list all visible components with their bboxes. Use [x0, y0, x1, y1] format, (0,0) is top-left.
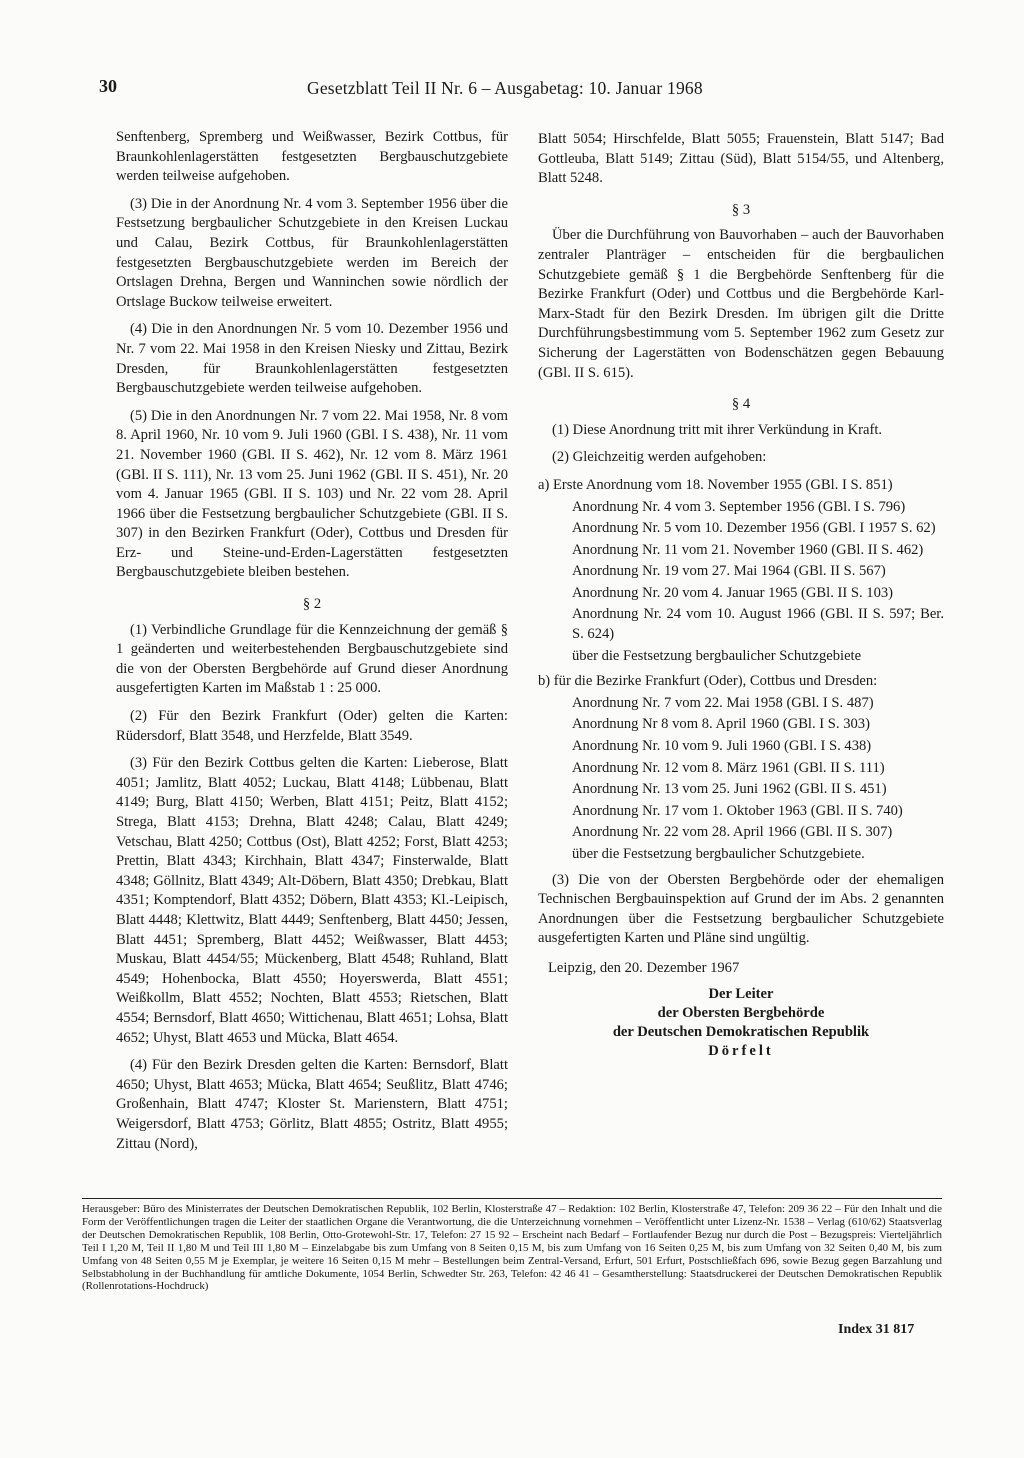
- signature-line: Der Leiter: [708, 985, 774, 1002]
- paragraph: (1) Verbindliche Grundlage für die Kennzeichnung der gemäß § 1 geänderten und weiterbestehenden Bergbauschutzgebiete sind die von der Obersten Bergbehörde auf Grund dieser Anordnung ausgefertigten Karten im Maßstab 1 : 25 000.: [116, 621, 508, 697]
- paragraph: (3) Die von der Obersten Bergbehörde oder der ehemaligen Technischen Bergbauinspektion auf Grund der im Abs. 2 genannten Anordnungen über die Festsetzung bergbaulicher Schutzgebiete ausgefertigten Karten und Pläne sind ungültig.: [538, 871, 944, 947]
- paragraph: (3) Für den Bezirk Cottbus gelten die Karten: Lieberose, Blatt 4051; Jamlitz, Blatt 4052; Luckau, Blatt 4148; Lübbenau, Blatt 4149; Burg, Blatt 4150; Werben, Blatt 4151; Peitz, Blatt 4152; Strega, Blatt 4153; Drehna, Blatt 4248; Calau, Blatt 4249; Vetschau, Blatt 4250; Cottbus (Ost), Blatt 4252; Forst, Blatt 4253; Prettin, Blatt 4343; Kirchhain, Blatt 4347; Finsterwalde, Blatt 4348; Göllnitz, Blatt 4349; Alt-Döbern, Blatt 4350; Drebkau, Blatt 4351; Komptendorf, Blatt 4352; Döbern, Blatt 4353; Kl.-Leipisch, Blatt 4448; Klettwitz, Blatt 4449; Senftenberg, Blatt 4450; Jessen, Blatt 4451; Spremberg, Blatt 4452; Weißwasser, Blatt 4453; Muskau, Blatt 4454/55; Mückenberg, Blatt 4548; Ruhland, Blatt 4549; Hohenbocka, Blatt 4550; Hoyerswerda, Blatt 4551; Weißkollm, Blatt 4552; Nochten, Blatt 4553; Rietschen, Blatt 4554; Bernsdorf, Blatt 4650; Wittichenau, Blatt 4651; Lohsa, Blatt 4652; Uhyst, Blatt 4653 und Mücka, Blatt 4654.: [116, 755, 508, 1046]
- running-title: Gesetzblatt Teil II Nr. 6 – Ausgabetag: 10. Januar 1968: [307, 78, 703, 98]
- signature-line: der Obersten Bergbehörde: [657, 1004, 825, 1021]
- page-number: 30: [99, 76, 117, 96]
- list-item: Anordnung Nr. 19 vom 27. Mai 1964 (GBl. II S. 567): [572, 563, 886, 580]
- list-item: Anordnung Nr. 12 vom 8. März 1961 (GBl. II S. 111): [572, 759, 885, 776]
- list-item: a) Erste Anordnung vom 18. November 1955 (GBl. I S. 851): [538, 476, 893, 493]
- paragraph: (3) Die in der Anordnung Nr. 4 vom 3. September 1956 über die Festsetzung bergbaulicher Schutzgebiete in den Kreisen Luckau und Calau, Bezirk Cottbus, für Braunkohlenlagerstätten festgesetzten Bergbauschutzgebiete werden im Bereich der Ortslagen Drehna, Bergen und Wanninchen sowie nördlich der Ortslage Buckow teilweise erweitert.: [116, 195, 508, 310]
- signatory-name: Dörfelt: [708, 1042, 774, 1059]
- paragraph: (2) Für den Bezirk Frankfurt (Oder) gelten die Karten: Rüdersdorf, Blatt 3548, und Herzfelde, Blatt 3549.: [116, 708, 508, 744]
- list-item: Anordnung Nr. 22 vom 28. April 1966 (GBl. II S. 307): [572, 824, 893, 841]
- list-item: Anordnung Nr. 24 vom 10. August 1966 (GBl. II S. 597; Ber. S. 624): [572, 606, 944, 643]
- paragraph: (2) Gleichzeitig werden aufgehoben:: [552, 449, 767, 466]
- list-item: Anordnung Nr. 7 vom 22. Mai 1958 (GBl. I S. 487): [572, 694, 874, 711]
- paragraph: Blatt 5054; Hirschfelde, Blatt 5055; Frauenstein, Blatt 5147; Bad Gottleuba, Blatt 5149; Zittau (Süd), Blatt 5154/55, und Altenberg, Blatt 5248.: [538, 131, 944, 187]
- list-tail: über die Festsetzung bergbaulicher Schutzgebiete.: [572, 846, 865, 862]
- section-heading: § 4: [731, 396, 751, 413]
- footer-divider: [82, 1198, 942, 1199]
- list-item: Anordnung Nr. 11 vom 21. November 1960 (GBl. II S. 462): [572, 541, 924, 558]
- signature-line: der Deutschen Demokratischen Republik: [612, 1023, 870, 1040]
- list-item: b) für die Bezirke Frankfurt (Oder), Cottbus und Dresden:: [538, 673, 878, 690]
- right-column: [538, 130, 944, 1061]
- paragraph: (1) Diese Anordnung tritt mit ihrer Verkündung in Kraft.: [552, 421, 883, 438]
- signature-block: [538, 985, 944, 1061]
- paragraph: (5) Die in den Anordnungen Nr. 7 vom 22. Mai 1958, Nr. 8 vom 8. April 1960, Nr. 10 vom 9. Juli 1960 (GBl. I S. 438), Nr. 11 vom 21. November 1960 (GBl. II S. 462), Nr. 12 vom 8. März 1961 (GBl. II S. 111), Nr. 13 vom 25. Juni 1962 (GBl. II S. 451), Nr. 20 vom 4. Januar 1965 (GBl. II S. 103) und Nr. 22 vom 28. April 1966 über die Festsetzung bergbaulicher Schutzgebiete (GBl. II S. 307) in den Bezirken Frankfurt (Oder), Cottbus und Dresden für Erz- und Steine-und-Erden-Lagerstätten festgesetzten Bergbauschutzgebiete bleiben bestehen.: [116, 407, 508, 581]
- list-tail: über die Festsetzung bergbaulicher Schutzgebiete: [572, 647, 862, 664]
- section-heading: § 2: [302, 596, 322, 613]
- paragraph: (4) Die in den Anordnungen Nr. 5 vom 10. Dezember 1956 und Nr. 7 vom 22. Mai 1958 in den Kreisen Niesky und Zittau, Bezirk Dresden, für Braunkohlenlagerstätten festgesetzten Bergbauschutzgebiete werden teilweise aufgehoben.: [116, 321, 508, 397]
- paragraph: Senftenberg, Spremberg und Weißwasser, Bezirk Cottbus, für Braunkohlenlagerstätten festgesetzten Bergbauschutzgebiete werden teilweise aufgehoben.: [116, 129, 508, 185]
- list-item: Anordnung Nr. 4 vom 3. September 1956 (GBl. I S. 796): [572, 498, 906, 515]
- list-item: Anordnung Nr. 20 vom 4. Januar 1965 (GBl. II S. 103): [572, 584, 894, 601]
- list-item: Anordnung Nr. 13 vom 25. Juni 1962 (GBl. II S. 451): [572, 781, 887, 798]
- list-item: Anordnung Nr. 17 vom 1. Oktober 1963 (GBl. II S. 740): [572, 802, 903, 819]
- left-column: [116, 128, 508, 1162]
- paragraph: (4) Für den Bezirk Dresden gelten die Karten: Bernsdorf, Blatt 4650; Uhyst, Blatt 4653; Mücka, Blatt 4654; Seußlitz, Blatt 4746; Großenhain, Blatt 4747; Kloster St. Marienstern, Blatt 4751; Weigersdorf, Blatt 4753; Görlitz, Blatt 4855; Ostritz, Blatt 4955; Zittau (Nord),: [116, 1057, 508, 1152]
- imprint-text: Herausgeber: Büro des Ministerrates der Deutschen Demokratischen Republik, 102 Berlin, Klosterstraße 47 – Redaktion: 102 Berlin, Klosterstraße 47, Telefon: 209 36 22 – Für den Inhalt und die Form der Veröffentlichungen tragen die Leiter der staatlichen Organe die Verantwortung, die die Unterzeichnung vornehmen – Veröffentlicht unter Lizenz-Nr. 1538 – Verlag (610/62) Staatsverlag der Deutschen Demokratischen Republik, 108 Berlin, Otto-Grotewohl-Str. 17, Telefon: 27 15 92 – Erscheint nach Bedarf – Fortlaufender Bezug nur durch die Post – Bezugspreis: Vierteljährlich Teil I 1,20 M, Teil II 1,80 M und Teil III 1,80 M – Einzelabgabe bis zum Umfang von 8 Seiten 0,15 M, bis zum Umfang von 16 Seiten 0,25 M, bis zum Umfang von 32 Seiten 0,40 M, bis zum Umfang von 48 Seiten 0,55 M je Exemplar, je weitere 16 Seiten 0,15 M mehr – Bestellungen beim Zentral-Versand, Erfurt, 501 Erfurt, Postschließfach 696, sowie Bezug gegen Barzahlung und Selbstabholung in der Buchhandlung für amtliche Dokumente, 1054 Berlin, Schwedter Str. 263, Telefon: 42 46 41 – Gesamtherstellung: Staatsdruckerei der Deutschen Demokratischen Republik (Rollenrotations-Hochdruck): [82, 1203, 942, 1293]
- list-item: Anordnung Nr. 10 vom 9. Juli 1960 (GBl. I S. 438): [572, 738, 872, 755]
- place-date: Leipzig, den 20. Dezember 1967: [548, 959, 740, 976]
- list-item: Anordnung Nr 8 vom 8. April 1960 (GBl. I S. 303): [572, 716, 870, 733]
- index-number: Index 31 817: [838, 1322, 915, 1337]
- list-item: Anordnung Nr. 5 vom 10. Dezember 1956 (GBl. I 1957 S. 62): [572, 520, 936, 537]
- section-heading: § 3: [731, 201, 751, 218]
- paragraph: Über die Durchführung von Bauvorhaben – auch der Bauvorhaben zentraler Planträger – entscheiden für die bergbaulichen Schutzgebiete gemäß § 1 die Bergbehörde Senftenberg für die Bezirke Frankfurt (Oder) und Cottbus und die Bergbehörde Karl-Marx-Stadt für den Bezirk Dresden. Im übrigen gilt die Dritte Durchführungsbestimmung vom 5. September 1962 zum Gesetz zur Sicherung der Lagerstätten von Bodenschätzen gegen Bebauung (GBl. II S. 615).: [538, 227, 944, 381]
